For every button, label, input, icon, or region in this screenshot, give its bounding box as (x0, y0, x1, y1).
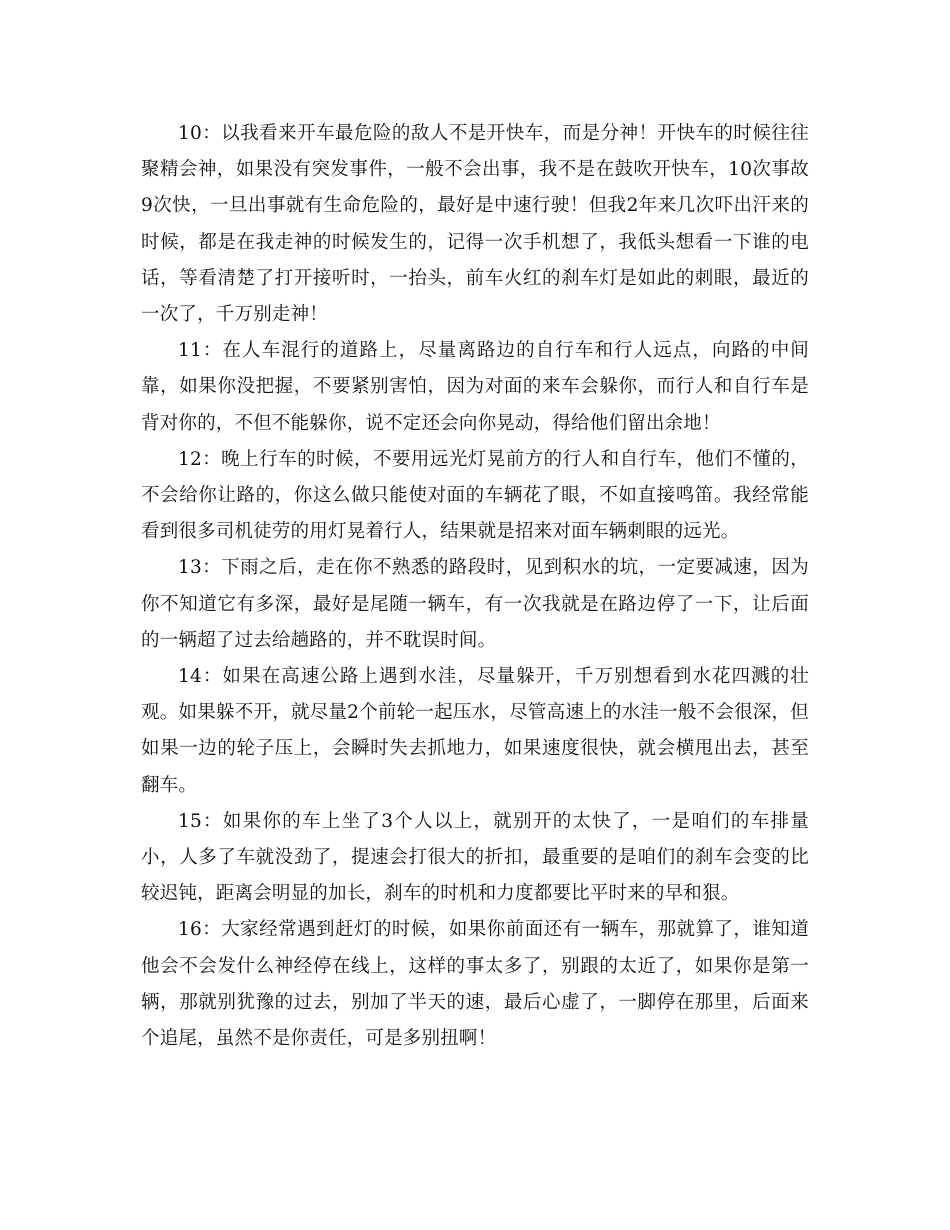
paragraph-tip-16: 16：大家经常遇到赶灯的时候，如果你前面还有一辆车，那就算了，谁知道他会不会发什么神经停在线上，这样的事太多了，别跟的太近了，如果你是第一辆，那就别犹豫的过去，别加了半天的速，最后心虚了，一脚停在那里，后面来个追尾，虽然不是你责任，可是多别扭啊！ (141, 919, 809, 1050)
paragraph-tip-15: 15：如果你的车上坐了3个人以上，就别开的太快了，一是咱们的车排量小，人多了车就没劲了，提速会打很大的折扣，最重要的是咱们的刹车会变的比较迟钝，距离会明显的加长，刹车的时机和力度都要比平时来的早和狠。 (141, 810, 809, 905)
paragraph-tip-13: 13：下雨之后，走在你不熟悉的路段时，见到积水的坑，一定要减速，因为你不知道它有多深，最好是尾随一辆车，有一次我就是在路边停了一下，让后面的一辆超了过去给趟路的，并不耽误时间。 (141, 557, 809, 651)
paragraph-tip-12: 12：晚上行车的时候，不要用远光灯晃前方的行人和自行车，他们不懂的，不会给你让路的，你这么做只能使对面的车辆花了眼，不如直接鸣笛。我经常能看到很多司机徒劳的用灯晃着行人，结果就是招来对面车辆刺眼的远光。 (141, 448, 809, 543)
document-body (141, 116, 809, 1057)
paragraph-tip-11: 11：在人车混行的道路上，尽量离路边的自行车和行人远点，向路的中间靠，如果你没把握，不要紧别害怕，因为对面的来车会躲你，而行人和自行车是背对你的，不但不能躲你，说不定还会向你晃动，得给他们留出余地！ (141, 340, 809, 434)
paragraph-tip-14: 14：如果在高速公路上遇到水洼，尽量躲开，千万别想看到水花四溅的壮观。如果躲不开，就尽量2个前轮一起压水，尽管高速上的水洼一般不会很深，但如果一边的轮子压上，会瞬时失去抓地力，如果速度很快，就会横甩出去，甚至翻车。 (141, 666, 809, 796)
paragraph-tip-10: 10：以我看来开车最危险的敌人不是开快车，而是分神！开快车的时候往往聚精会神，如果没有突发事件，一般不会出事，我不是在鼓吹开快车，10次事故9次快，一旦出事就有生命危险的，最好是中速行驶！但我2年来几次吓出汗来的时候，都是在我走神的时候发生的，记得一次手机想了，我低头想看一下谁的电话，等看清楚了打开接听时，一抬头，前车火红的刹车灯是如此的刺眼，最近的一次了，千万别走神！ (141, 123, 809, 326)
